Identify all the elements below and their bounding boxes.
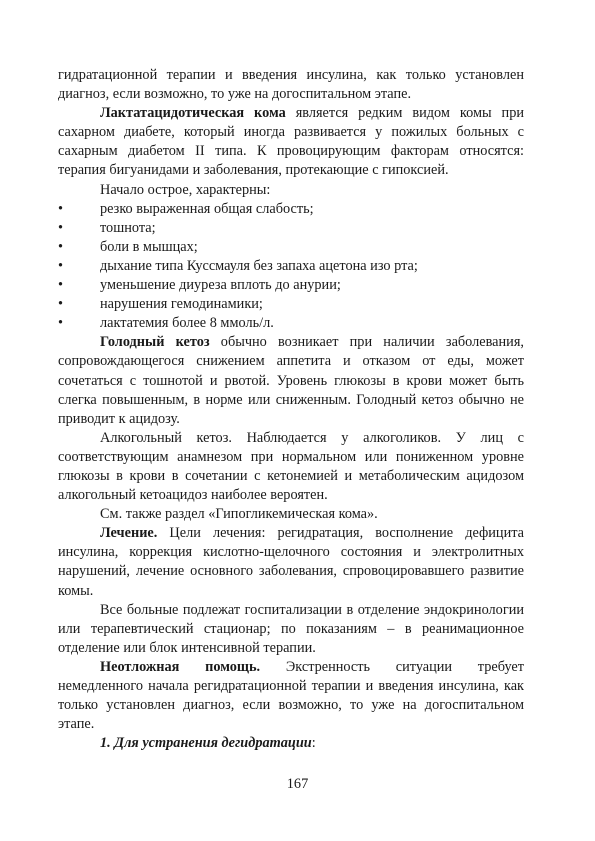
emergency-text: Экстренность ситуации требует немедленного начала регидратационной терапии и введения инсулина, как только установлен диагноз, если возможно, то уже на догоспитальном этапе. [58, 658, 524, 733]
symptom-text: тошнота; [100, 219, 156, 236]
alcoholic-ketosis-paragraph [58, 429, 524, 505]
hunger-ketosis-text: обычно возникает при наличии заболевания, сопровождающегося снижением аппетита и отказом от еды, может сочетаться с тошнотой и рвотой. Уровень глюкозы в крови может быть слегка повышенным, в норме или сниженным. Голодный кетоз обычно не приводит к ацидозу. [58, 334, 524, 427]
alcoholic-ketosis-text: Алкогольный кетоз. Наблюдается у алкоголиков. У лиц с соответствующим анамнезом при нормальном или пониженном уровне глюкозы в крови в сочетании с кетонемией и метаболическим ацидозом алкогольный кетоацидоз наиболее вероятен. [58, 429, 524, 504]
bullet-icon: • [58, 277, 64, 294]
list-item [58, 295, 524, 314]
list-item [58, 276, 524, 295]
bullet-icon: • [58, 296, 64, 313]
lactic-acidosis-paragraph [58, 104, 524, 180]
symptom-text: дыхание типа Куссмауля без запаха ацетона изо рта; [100, 257, 418, 274]
symptom-text: боли в мышцах; [100, 238, 198, 255]
continuation-text: гидратационной терапии и введения инсулина, как только установлен диагноз, если возможно, то уже на догоспитальном этапе. [58, 67, 524, 103]
dehydration-subheading [58, 734, 524, 753]
hunger-ketosis-term: Голодный кетоз [100, 334, 210, 351]
lactic-acidosis-text: является редким видом комы при сахарном диабете, который иногда развивается у пожилых больных с сахарным диабетом II типа. К провоцирующим факторам относятся: терапия бигуанидами и заболевания, протекающие с гипоксией. [58, 105, 524, 179]
symptom-list [58, 200, 524, 334]
see-also-reference: См. также раздел «Гипогликемическая кома». [100, 506, 378, 523]
treatment-paragraph [58, 524, 524, 600]
list-item [58, 219, 524, 238]
bullet-icon: • [58, 315, 64, 332]
list-item [58, 200, 524, 219]
subheading-colon: : [311, 735, 316, 752]
hospitalization-paragraph [58, 601, 524, 658]
bullet-icon: • [58, 200, 64, 217]
hunger-ketosis-paragraph [58, 333, 524, 428]
symptom-text: резко выраженная общая слабость; [100, 200, 314, 217]
continuation-paragraph [58, 66, 524, 104]
symptom-text: нарушения гемодинамики; [100, 296, 263, 313]
hospitalization-text: Все больные подлежат госпитализации в отделение эндокринологии или терапевтический стационар; по показаниям – в реанимационное отделение или блок интенсивной терапии. [58, 601, 524, 656]
bullet-icon: • [58, 238, 64, 255]
emergency-term: Неотложная помощь. [100, 658, 261, 675]
list-item [58, 238, 524, 257]
page-body [58, 66, 524, 753]
symptom-text: уменьшение диуреза вплоть до анурии; [100, 277, 341, 294]
onset-intro: Начало острое, характерны: [100, 181, 271, 198]
symptom-text: лактатемия более 8 ммоль/л. [100, 315, 274, 332]
bullet-icon: • [58, 219, 64, 236]
lactic-acidosis-term: Лактатацидотическая кома [100, 105, 286, 122]
treatment-text: Цели лечения: регидратация, восполнение дефицита инсулина, коррекция кислотно-щелочного состояния и электролитных нарушений, лечение основного заболевания, спровоцировавшего развитие комы. [58, 525, 524, 599]
list-item [58, 257, 524, 276]
bullet-icon: • [58, 257, 64, 274]
subheading-label: 1. Для устранения дегидратации [100, 735, 312, 752]
emergency-paragraph [58, 658, 524, 734]
page-number: 167 [286, 776, 309, 792]
treatment-term: Лечение. [100, 525, 158, 542]
list-item [58, 314, 524, 333]
